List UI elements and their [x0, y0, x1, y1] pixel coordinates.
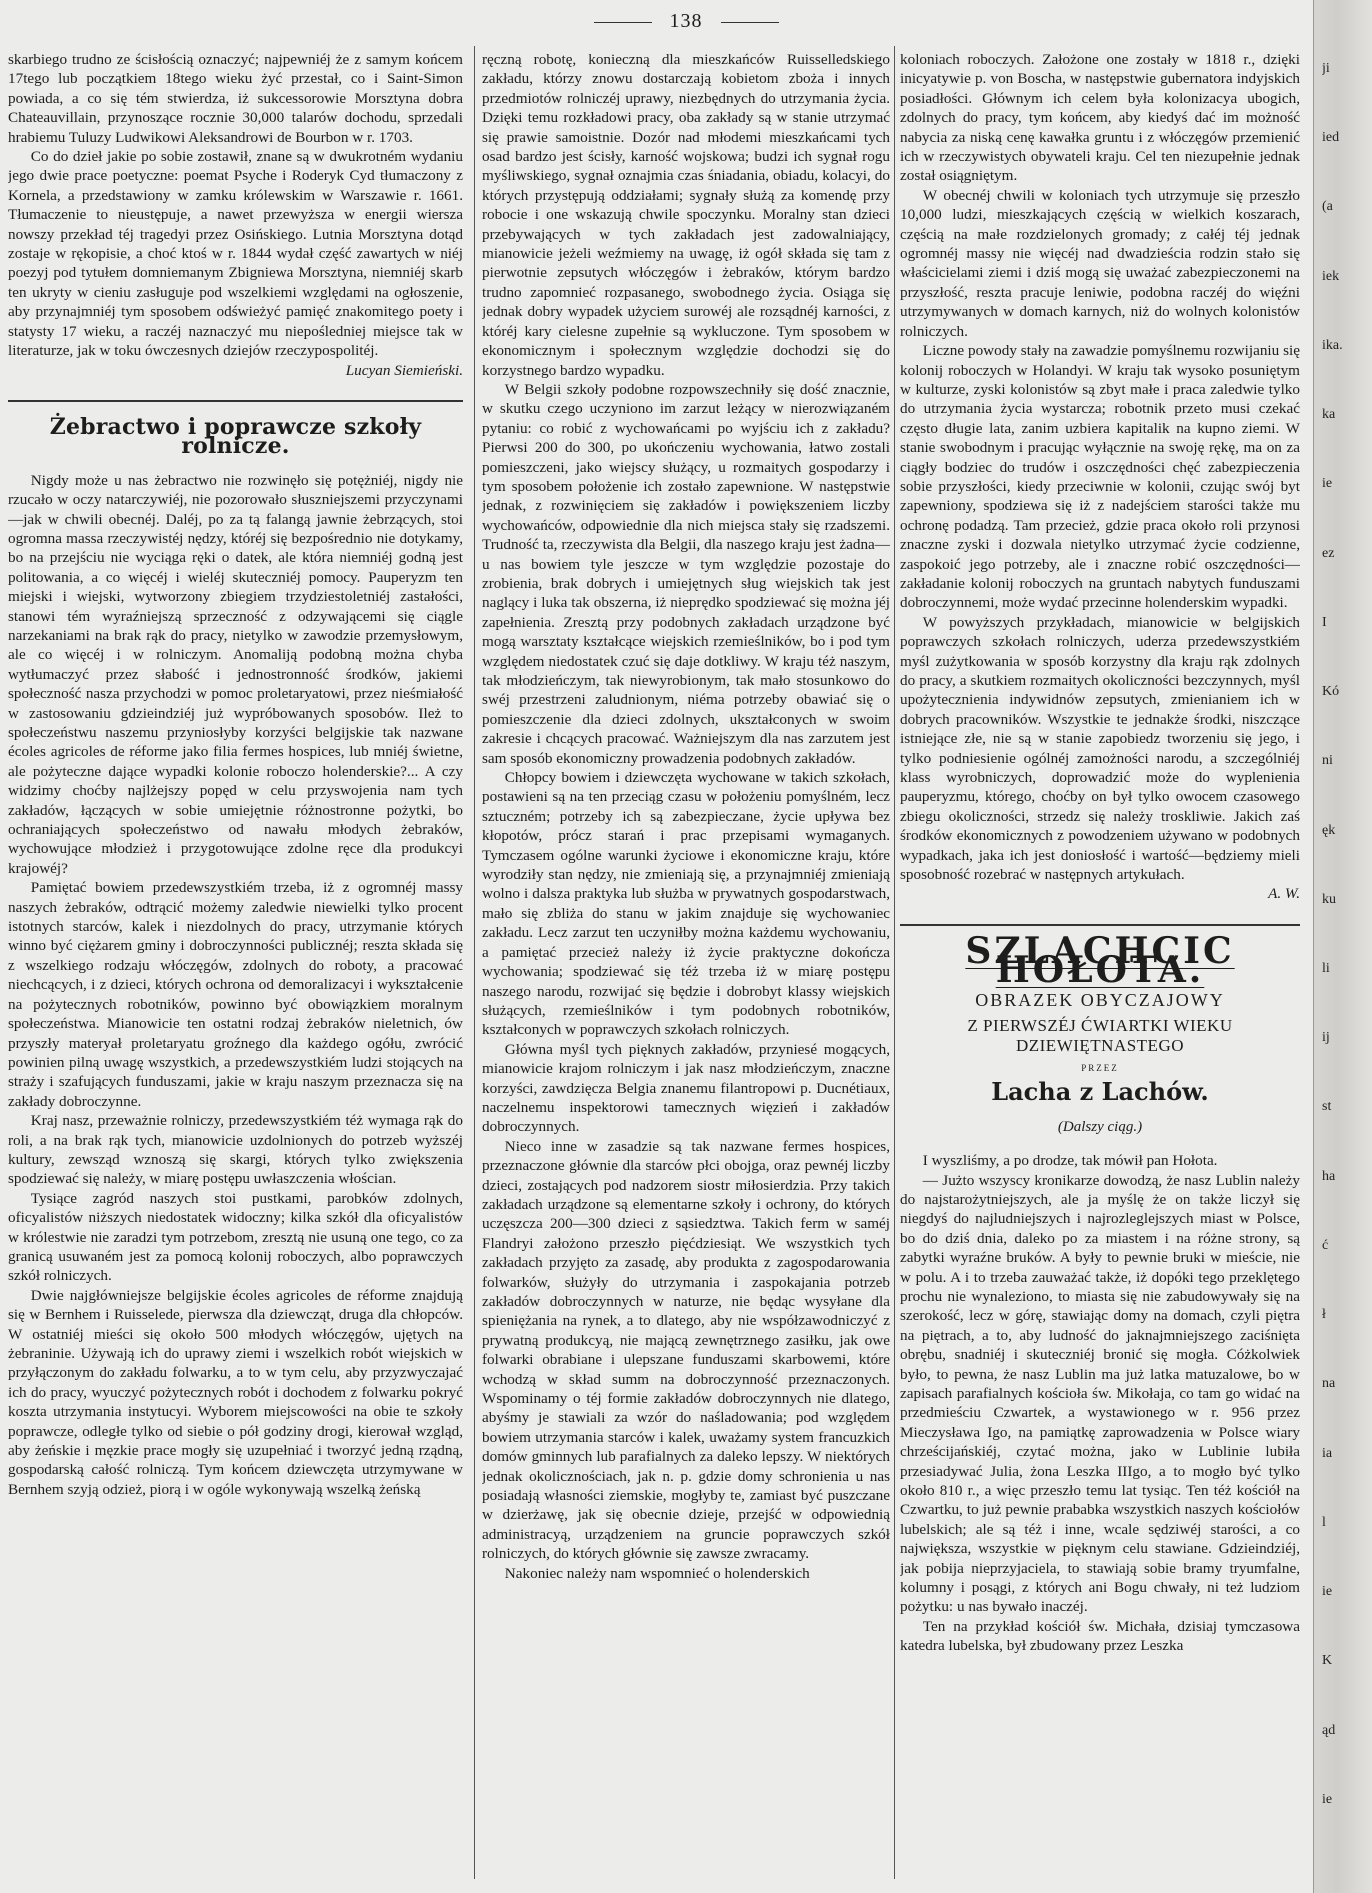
margin-fragment: iek: [1322, 268, 1340, 284]
article-heading: Żebractwo i poprawcze szkoły rolnicze.: [49, 413, 422, 460]
margin-fragment: ć: [1322, 1237, 1329, 1253]
feuilleton-header: [900, 929, 1300, 1137]
margin-fragment: ł: [1322, 1307, 1326, 1323]
margin-fragment: I: [1322, 614, 1327, 630]
margin-fragment: na: [1322, 1376, 1336, 1392]
adjacent-page-edge: [1313, 0, 1372, 1893]
margin-fragment: ie: [1322, 476, 1333, 492]
paragraph: W powyższych przykładach, mianowicie w belgijskich poprawczych szkołach rolniczych, uderza przedewszystkiém myśl zużytkowania w sposób korzystny dla kraju rąk zdolnych do pracy, a skutkiem rozmaitych okoliczności bezczynnych, myśl upożytecznienia indywidnów zepsutych, zmienianiem ich w dobrych pracowników. Wszystkie te jednakże środki, niszczące istniejące złe, nie są w stanie zapobiedz tworzeniu się jego, i tylko podniesienie ogólnéj zamożności narodu, a szczególniéj klass wyrobniczych, doprowadzić może do wyplenienia pauperyzmu, którego, choćby on był tylko owocem czasowego zbiegu okoliczności, strzedz się należy troskliwie. Jakich zaś środków ekonomicznych z powodzeniem używano w podobnych wypadkach, jaka ich jest doniosłość i wartość—będziemy mieli sposobność rozebrać w następnych artykułach.: [900, 613, 1300, 884]
feuilleton-continued: (Dalszy ciąg.): [1057, 1118, 1143, 1135]
feuilleton-author: Lacha z Lachów.: [991, 1077, 1209, 1107]
paragraph: Nigdy może u nas żebractwo nie rozwinęło się potężniéj, nigdy nie rzucało w oczy natarczywiéj, nie pozorowało słuszniejszemi przyczynami—jak w chwili obecnéj. Daléj, po za tą falangą jawnie żebrzących, stoi ogromna massa rzeczywistéj nędzy, któréj się bezpośrednio nie dotykamy, bo na przejściu nie wyciąga ręki o datek, ale która niemniéj godną jest politowania, a co więcéj i wieléj skuteczniéj pomocy. Pauperyzm ten miejski i wiejski, wytworzony zbiegiem trzydziestoletniéj zastałości, stanowi tém wyraźniejszą sprzeczność z odzywającemi się ciągle narzekaniami na brak rąk do pracy, nietylko w zawodzie przemysłowym, ale co więcéj i w rolniczym. Anomaliją podobną można chyba wytłumaczyć przez słabość i jednostronność środków, jakiemi społeczność nasza przychodzi w pomoc proletaryatowi, przez nieśmiałość w zastosowaniu gdzieindziéj już wypróbowanych sposobów. Ileż to społeczeństwu naszemu przyniosłyby korzyści belgijskie tak nazwane écoles agricoles de réforme jako filia fermes hospices, lub mniéj świetne, ale pożyteczne dające wypadki kolonie roboczo holenderskie?... A czy widzimy choćby najlżejszy popęd w celu przyswojenia nam tych zakładów, łączących w sobie umiejętnie różnostronne pożytki, bo ochraniających społeczeństwo od nawału młodych żebraków, wychowujące młodzież i przygotowujące zdolne ręce dla produkcyi krajowéj?: [8, 471, 463, 877]
margin-fragment: ka: [1322, 407, 1336, 423]
paragraph: — Jużto wszyscy kronikarze dowodzą, że nasz Lublin należy do najstarożytniejszych, ale ja myślę że on także liczył się niegdyś do najludniejszych i najrozleglejszych miast w Polsce, bo do dziś dnia, daleko po za miastem i na różne strony, są zabytki wyraźne bruków. A były to pewnie bruki w mieście, nie w polu. A i to trzeba zauważać także, iż dopóki tego przeklętego prochu nie wynaleziono, to miasta się nie zabudowywały się na szerokość, lecz w górę, stawiając domy na domach, czyli piętra na piętrach, a to, aby ludność do jaknajmniejszego zaciśnięta obrębu, snadniéj i skuteczniéj bronić się mogła. Cóżkolwiek było, to pewna, że nasz Lublin ma już latka matuzalowe, bo w zapisach parafialnych kościoła św. Mikołaja, co tam go widać na przedmieściu Czwartek, a wystawionego w r. 956 przez Mieczysława Igo, na pamiątkę zaprowadzenia w Polsce wiary chrześcijańskiéj, czytać można, jako w Lublinie lubiła przesiadywać Julia, żona Leszka IIIgo, a to mogło być tylko około 810 r., a więc przeszło temu lat tysiąc. Ten téż kościół na Czwartku, to już pewnie prababka wszystkich naszych kościołów lubelskich; ale są téż i inne, wcale sędziwéj starości, a co największa, wszystkie w pięknym celu stawiane. Gdzieindziéj, jak pobija nieprzyjaciela, to stawiają sobie bramy tryumfalne, kolumny i posągi, z których ani Bogu chwały, ni też ludziom pożytku: u nas bywało inaczéj.: [900, 1171, 1300, 1616]
margin-fragment: (a: [1322, 199, 1333, 215]
margin-fragment: ez: [1322, 545, 1335, 561]
page-number: 138: [669, 10, 703, 32]
paragraph: Nakoniec należy nam wspomnieć o holenderskich: [504, 1564, 810, 1582]
header-dash-right: [721, 22, 779, 23]
section-divider: [900, 924, 1300, 926]
paragraph: Główna myśl tych pięknych zakładów, przyniesé mogących, mianowicie krajom rolniczym i jak nasz młodzieńczym, znaczne korzyści, zawdzięcza Belgia znanemu filantropowi p. Ducnétiaux, naczelnemu inspektorowi tamecznych więzień i zakładów dobroczynnych.: [482, 1040, 890, 1136]
margin-fragment: Kó: [1322, 684, 1340, 700]
margin-fragment: ika.: [1322, 337, 1343, 353]
header-dash-left: [594, 22, 652, 23]
column-3: [900, 50, 1300, 1883]
margin-fragment: ij: [1322, 1030, 1330, 1046]
paragraph: W Belgii szkoły podobne rozpowszechniły się dość znacznie, w skutku czego uczyniono im zarzut leżący w nierozwiązaném pytaniu: co robić z wychowańcami po wyjściu ich z zakładu? Pierwsi 200 do 300, po ukończeniu wychowania, łatwo zostali pomieszczeni, jako wiejscy służący, u rozmaitych gospodarzy i tym sposobem położenie ich zostało zapewnione. W następstwie jednak, z rozwinięciem się zakładów i powiększeniem liczby wychowańców, odpowiednie dla nich miejsca stały się rzadszemi. Trudność ta, rzeczywista dla Belgii, dla naszego kraju jest żadna—u nas bowiem tyle jeszcze w tym względzie pozostaje do zrobienia, brak dobrych i umiejętnych sług wiejskich tak jest naglący i luka tak obszerna, iż nieprędko spodziewać się można jéj zapełnienia. Zresztą przy podobnych zakładach urządzone być mogą warsztaty kształcące wiejskich rzemieślników, bo i pod tym względem niedostatek czuć się daje dotkliwy. W kraju téż naszym, tak młodzieńczym, tak niewyrobionym, tak mało stosunkowo do swéj przestrzeni zaludnionym, niéma potrzeby obawiać się o pomieszczenie dla dzieci zdolnych, ukształconych w swoim zakresie i chcących pracować. Ważniejszym dla nas zarzutem jest sam sposób ekonomiczny prowadzenia podobnych zakładów.: [482, 380, 890, 767]
paragraph: Ten na przykład kościół św. Michała, dzisiaj tymczasowa katedra lubelska, był zbudowany przez Leszka: [900, 1617, 1300, 1655]
feuilleton-title: SZLACHCIC HOŁOTA.: [965, 929, 1235, 992]
feuilleton-subtitle-2: Z PIERWSZÉJ ĆWIARTKI WIEKU DZIEWIĘTNASTEGO: [967, 1016, 1233, 1055]
margin-fragment: ia: [1322, 1445, 1333, 1461]
column-2: [482, 50, 890, 1883]
paragraph: Pamiętać bowiem przedewszystkiém trzeba, iż z ogromnéj massy naszych żebraków, odtrącić możemy zaledwie niewielki tylko procent istotnych starców, kalek i niezdolnych do pracy, utrzymanie których winno być ciężarem gminy i dobroczynności publicznéj; reszta składa się z wszelkiego rodzaju włóczęgów, zdolnych do roboty, a pracować niechcących, i z dzieci, których ochrona od demoralizacyi i wykształcenie na pożytecznych robotników, powinno być obowiązkiem moralnym społeczeństwa. Mianowicie ten ostatni rodzaj żebraków nieletnich, ów przyszły materyał proletaryatu groźnego dla każdego ogółu, zwrócić powinien pilną uwagę wszystkich, a przedewszystkiém ludzi stojących na straży i szafujących funduszami, jakie w kraju naszym przeznacza się na zakłady dobroczynne.: [8, 879, 463, 1110]
margin-fragment: ąd: [1322, 1722, 1336, 1738]
column-1: [8, 50, 463, 1883]
column-rule-2: [894, 46, 895, 1879]
section-divider: [8, 400, 463, 402]
margin-fragment: ie: [1322, 1791, 1333, 1807]
margin-fragment: ie: [1322, 1584, 1333, 1600]
paragraph: Nieco inne w zasadzie są tak nazwane fermes hospices, przeznaczone głównie dla starców płci obojga, oraz pewnéj liczby dzieci, zostających pod nadzorem siostr miłosierdzia. Przy takich zakładach urządzone są elementarne szkoły i ochrony, do których uczęszcza 200—300 dzieci z sąsiedztwa. Takich ferm w saméj Flandryi założono przeszło pięćdziesiąt. We wszystkich tych zakładach przyjęto za zasadę, aby produkta z zagospodarowania folwarków, służyły do utrzymania i zaspokajania potrzeb zakładów dobroczynnych w naturze, nie będąc wysyłane dla spieniężania na rynek, a to dlatego, aby nie współzawodniczyć z prywatną produkcyą, nie mającą zewnętrznego zasiłku, jak owe folwarki obrabiane i ulepszane funduszami skarbowemi, które wchodzą w skład summ na dobroczynność przeznaczonych. Wspominamy o téj formie zakładów dobroczynnych nie dlatego, abyśmy je stawiali za wzór do naśladowania; pod względem bowiem utrzymania starców i kalek, uważamy system francuzkich domów gminnych lub parafialnych za daleko lepszy. W niektórych jednak okolicznościach, jak n. p. gdzie domy schronienia u nas posiadają własności ziemskie, mogłyby te, zamiast być puszczane w dzierżawę, jak się obecnie dzieje, przejść w odpowiednią administracyą, urządzeniem na gruncie poprawczych szkół rolniczych, do których głównie się zawsze zwracamy.: [482, 1137, 890, 1563]
margin-fragment: l: [1322, 1514, 1326, 1530]
paragraph: Chłopcy bowiem i dziewczęta wychowane w takich szkołach, postawieni są na ten przeciąg czasu w położeniu pomyślném, lecz sztuczném; potrzeby ich są zabezpieczane, życie upływa bez kłopotów, prócz starań i prac przepisami wymaganych. Tymczasem ogólne warunki życiowe i ekonomiczne kraju, które wyrodziły stan nędzy, nie zmieniają się, a przynajmniéj zmieniają wolno i dalsza praktyka lub służba w prywatnych gospodarstwach, mało się zbliża do stanu w jakim znajduje się wychowaniec zakładu. Lecz zarzut ten uczyniłby można każdemu wychowaniu, a pamiętać przecież należy iż życie praktyczne dokończa wychowania; spodziewać się téż trzeba iż w miarę postępu naszego narodu, rozwijać się będzie i dobrobyt klassy wiejskich służących, rzemieślników i tym podobnych robotników, kształconych w poprawczych szkołach rolniczych.: [482, 769, 890, 1039]
margin-fragment: li: [1322, 961, 1330, 976]
paragraph: Co do dzieł jakie po sobie zostawił, znane są w dwukrotném wydaniu jego dwie prace poetyczne: poemat Psyche i Roderyk Cyd tłumaczony z Kornela, a przedstawiony w zamku królewskim w Warszawie r. 1661. Tłumaczenie to nieustępuje, a nawet przewyższa w energii wiersza nowszy przekład téj tragedyi przez Osińskiego. Lutnia Morsztyna dotąd zostaje w rękopisie, a choć ktoś w r. 1844 wydał część zawartych w niéj poezyj pod tytułem domniemanym Zbigniewa Morsztyna, niemniéj skarb ten ukryty w cieniu zasługuje pod wszelkiemi względami na ogłoszenie, aby przynajmniéj tym sposobem odświeżyć pamięć znakomitego poety i statysty 17 wieku, a raczéj naznaczyć mu niepośledniej miejsce tak w literaturze, jak w toku ówczesnych dziejów rzeczypospolitéj.: [8, 148, 463, 360]
paragraph: W obecnéj chwili w koloniach tych utrzymuje się przeszło 10,000 ludzi, mieszkających częścią w wielkich koszarach, częścią na małe rozdzielonych gromady; z całéj téj jednak ogromnéj massy nie więcéj nad dwadzieścia rodzin stało się właścicielami ziemi i dziś mogą się uważać zabezpieczonemi na przyszłość, reszta pracuje leniwie, podobna raczéj do więźni utrzymywanych w domach karnych, niż do wolnych kolonistów rolniczych.: [900, 186, 1300, 340]
paragraph: Dwie najgłówniejsze belgijskie écoles agricoles de réforme znajdują się w Bernhem i Ruisselede, pierwsza dla dziewcząt, druga dla chłopców. W ostatniéj mieści się około 500 młodych włóczęgów, ujętych na żebraninie. Używają ich do uprawy ziemi i wszelkich robót wiejskich w przyłączonym do zakładu folwarku, a to w tym celu, aby przyzwyczajać ich do pracy, wyuczyć pożytecznych robót i dochodem z folwarku pokryć koszta utrzymania instytucyi. Wyborem miejscowości na obie te szkoły poprawcze, odległe tylko od siebie o pół godziny drogi, kierował wzgląd, aby żeńskie i męzkie prace mogły się uzupełniać i tworzyć jedną rządną, gospodarską całość rolniczą. Tym końcem dziewczęta utrzymywane w Bernhem szyją odzież, piorą i w ogóle wykonywają wszelką żeńską: [8, 1286, 463, 1498]
feuilleton-subtitle: OBRAZEK OBYCZAJOWY: [975, 989, 1225, 1010]
column-rule-1: [474, 46, 475, 1879]
paragraph: koloniach roboczych. Założone one zostały w 1818 r., dzięki inicyatywie p. von Boscha, w następstwie gubernatora indyjskich posiadłości. Głównym ich celem była kolonizacya ubogich, zdolnych do pracy, tym końcem, aby kiedyś dać im możność nabycia za niską cenę kawałka gruntu i z włóczęgów przemienić ich w rzeczywistych obywateli kraju. Cel ten niezupełnie jednak został osiągniętym.: [900, 51, 1300, 185]
paragraph: Tysiące zagród naszych stoi pustkami, parobków zdolnych, oficyalistów niższych niedostatek widoczny; kilka szkół dla oficyalistów w królestwie nie zaradzi tym potrzebom, zresztą nie usuną one tego, co za granicą usuwaném jest za pomocą kolonij roboczych, albo poprawczych szkół rolniczych.: [8, 1189, 463, 1285]
paragraph: Kraj nasz, przeważnie rolniczy, przedewszystkiém téż wymaga rąk do roli, a na brak rąk tych, mianowicie uzdolnionych do potrzeb wyższéj kultury, zewsząd wznoszą się skargi, których tylko zwiększenia spodziewać się należy, w miarę postępu uwłaszczenia włościan.: [8, 1112, 463, 1188]
margin-fragment: ji: [1322, 61, 1330, 76]
feuilleton-by: PRZEZ: [1081, 1062, 1119, 1073]
margin-fragment: ęk: [1322, 822, 1336, 838]
article-signature: Lucyan Siemieński.: [345, 361, 463, 379]
margin-fragment: ni: [1322, 753, 1333, 769]
margin-fragment: ied: [1322, 130, 1340, 146]
margin-fragment: st: [1322, 1099, 1332, 1115]
paragraph: ręczną robotę, konieczną dla mieszkańców Ruisselledskiego zakładu, którzy znowu dostarczają kobietom zboża i innych przedmiotów rolniczéj uprawy, niezbędnych do utrzymania życia. Dzięki temu rozkładowi pracy, oba zakłady są w stanie utrzymać się prawie samoistnie. Dozór nad młodemi mieszkańcami tych osad bardzo jest ścisły, karność wojskowa; budzi ich sygnał rogu myśliwskiego, sygnał oznajmia czas śniadania, obiadu, kolacyi, do których przystępują oddziałami; sygnały służą za komendę przy robocie i one wskazują chwile spoczynku. Moralny stan dzieci przebywających w tych zakładach jest zadowalniający, mianowicie jeżeli weźmiemy na uwagę, iż ogół składa się tam z pierwotnie zepsutych włóczęgów i żebraków, którym bardzo trudno zapomnieć rozpasanego, swobodnego życia. Osiąga się jednak dobry wypadek użyciem surowéj ale rozsądnéj karności, z któréj kary cielesne zupełnie są wykluczone. Tym sposobem w ekonomicznym i społecznym względzie dochodzi się do korzystnego bardzo wypadku.: [482, 51, 890, 379]
page-header: [0, 10, 1372, 33]
margin-fragment: K: [1322, 1653, 1333, 1669]
paragraph: I wyszliśmy, a po drodze, tak mówił pan Hołota.: [922, 1152, 1218, 1170]
paragraph: Liczne powody stały na zawadzie pomyślnemu rozwijaniu się kolonij roboczych w Holandyi. W kraju tak wysoko posuniętym w kulturze, zyski kolonistów są zbyt małe i praca zaledwie tylko do utrzymania życia wystarcza; robotnik przeto musi czekać często długie lata, zanim uzbiera kapitalik na kupno ziemi. W stanie swobodnym i pracując wyłącznie na swoję rękę, ma on za ciągły bodziec do trudów i oszczędności chęć zabezpieczenia sobie przyszłości, kiedy przeciwnie w kolonii, czując swój byt zapewniony, spodziewa się iż z nadejściem starości także mu ochronę podadzą. Tam przecież, gdzie praca około roli przynosi znaczne zyski i dozwala nietylko utrzymać życie codzienne, zaspokoić jego potrzeby, ale i znaczne robić oszczędności—zakładanie kolonij roboczych na gruntach nabytych funduszami dobroczynnemi, może wydać przecinne holenderskim wypadki.: [900, 342, 1300, 612]
paragraph: skarbiego trudno ze ścisłością oznaczyć; najpewniéj że z samym końcem 17tego lub początkiem 18tego wieku żyć przestał, co i Saint-Simon powiada, a co się tém stwierdza, iż sukcessorowie Morsztyna dobra Chateauvillain, przynoszące rocznie 30,000 talarów dochodu, sprzedali hrabiemu Tuluzy Ludwikowi Aleksandrowi de Bourbon w r. 1703.: [8, 51, 463, 146]
margin-fragment: ha: [1322, 1168, 1336, 1184]
margin-fragment: ku: [1322, 891, 1336, 907]
article-signature: A. W.: [1268, 885, 1300, 903]
